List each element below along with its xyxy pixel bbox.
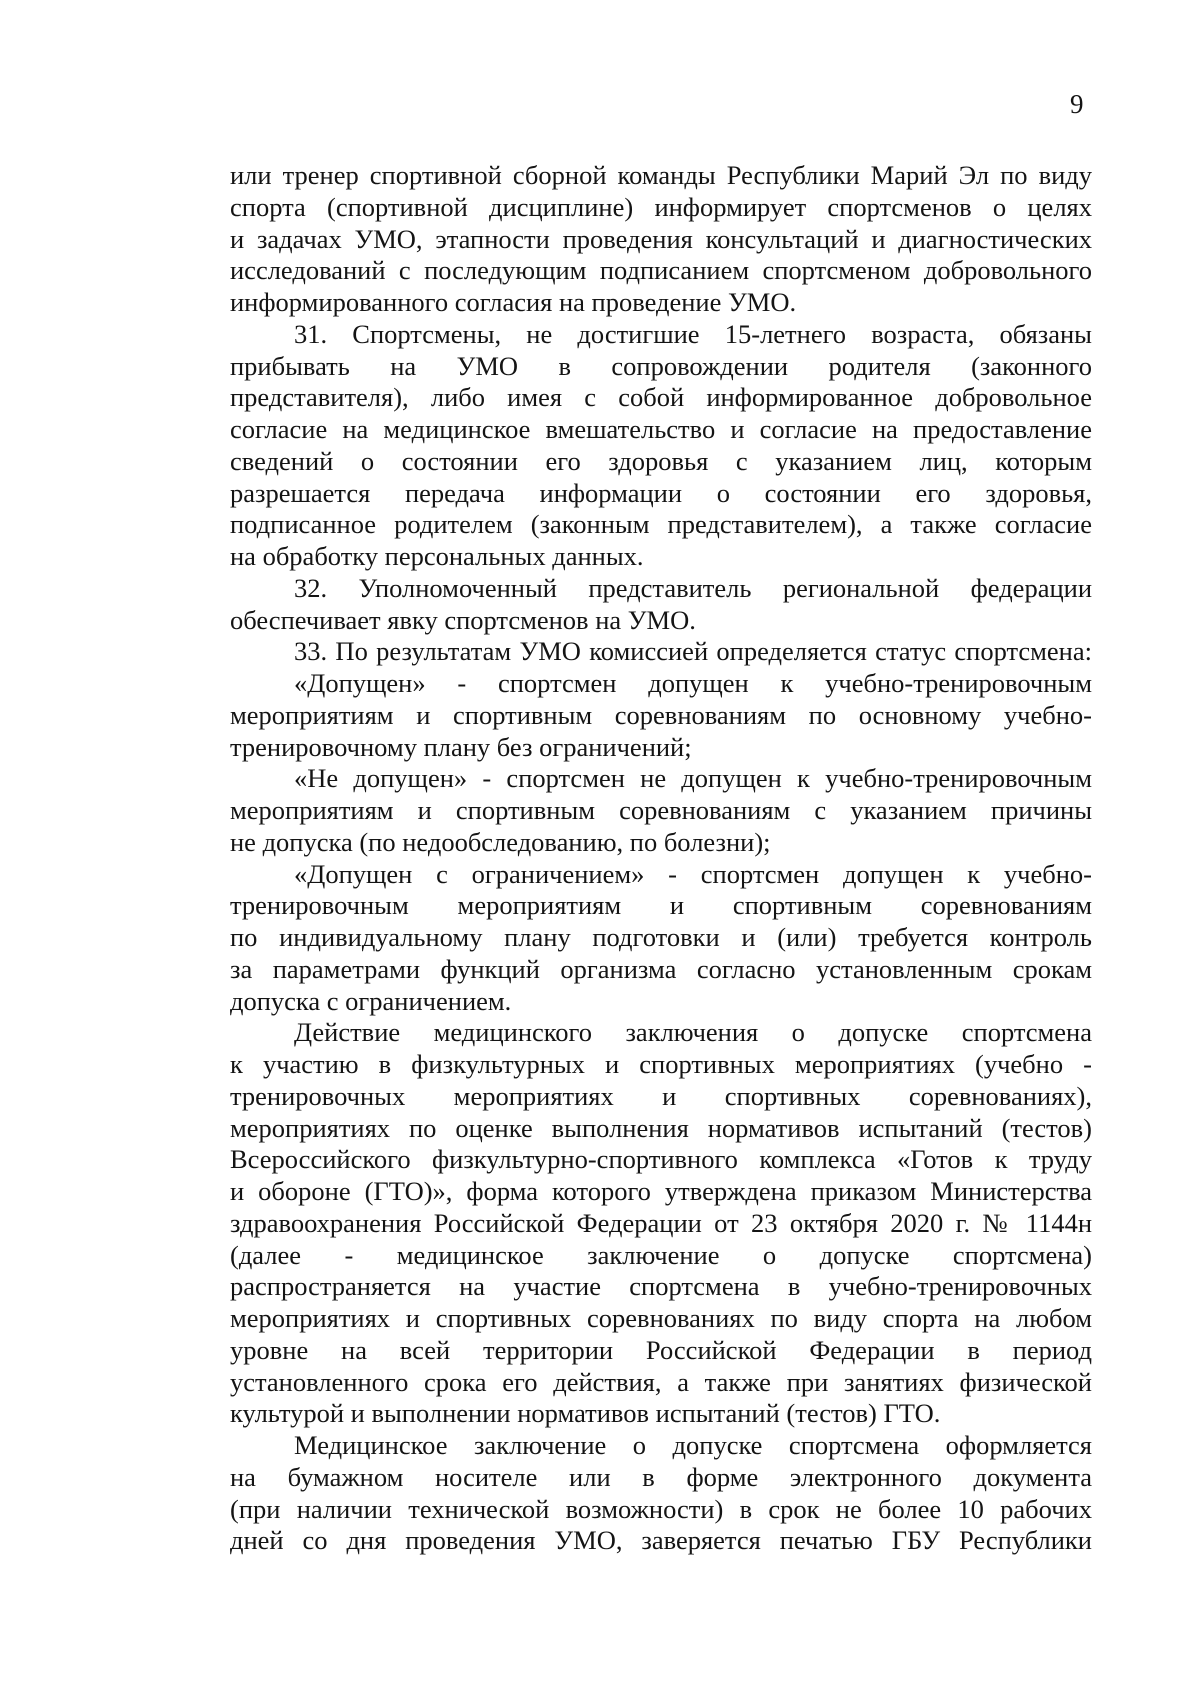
- text-line: установленного срока его действия, а также при занятиях физической: [230, 1366, 1092, 1397]
- text-line: дней со дня проведения УМО, заверяется печатью ГБУ Республики: [230, 1525, 1092, 1556]
- text-line: здравоохранения Российской Федерации от 23 октября 2020 г. № 1144н: [230, 1207, 1092, 1238]
- text-line: уровне на всей территории Российской Федерации в период: [230, 1334, 1092, 1365]
- page-number: 9: [1070, 89, 1084, 119]
- text-line: Медицинское заключение о допуске спортсмена оформляется: [294, 1430, 1092, 1460]
- text-line: распространяется на участие спортсмена в учебно-тренировочных: [230, 1271, 1092, 1302]
- text-line: (при наличии технической возможности) в срок не более 10 рабочих: [230, 1493, 1092, 1524]
- text-line: 31. Спортсмены, не достигшие 15-летнего возраста, обязаны: [294, 318, 1092, 349]
- text-line: допуска с ограничением.: [230, 985, 512, 1016]
- text-line: спорта (спортивной дисциплине) информирует спортсменов о целях: [230, 191, 1092, 222]
- text-line: подписанное родителем (законным представителем), а также согласие: [230, 509, 1092, 540]
- text-line: 33. По результатам УМО комиссией определяется статус спортсмена:: [294, 636, 1092, 667]
- text-line: прибывать на УМО в сопровождении родителя (законного: [230, 350, 1092, 381]
- text-line: разрешается передача информации о состоянии его здоровья,: [230, 477, 1092, 508]
- text-line: представителя), либо имея с собой информированное добровольное: [230, 382, 1092, 413]
- text-line: «Допущен» - спортсмен допущен к учебно-тренировочным: [294, 668, 1092, 698]
- text-line: сведений о состоянии его здоровья с указанием лиц, которым: [230, 445, 1092, 476]
- text-line: к участию в физкультурных и спортивных мероприятиях (учебно -: [230, 1049, 1092, 1079]
- text-line: информированного согласия на проведение УМО.: [230, 287, 797, 317]
- text-line: на обработку персональных данных.: [230, 541, 644, 571]
- text-line: мероприятиях и спортивных соревнованиях по виду спорта на любом: [230, 1303, 1092, 1333]
- text-line: «Допущен с ограничением» - спортсмен допущен к учебно-: [294, 858, 1092, 889]
- text-line: тренировочных мероприятиях и спортивных соревнованиях),: [230, 1080, 1092, 1111]
- text-line: обеспечивает явку спортсменов на УМО.: [230, 604, 696, 635]
- text-line: мероприятиям и спортивным соревнованиям с указанием причины: [230, 795, 1092, 825]
- text-line: или тренер спортивной сборной команды Республики Марий Эл по виду: [230, 160, 1092, 190]
- text-line: по индивидуальному плану подготовки и (или) требуется контроль: [230, 922, 1092, 952]
- text-line: на бумажном носителе или в форме электронного документа: [230, 1461, 1092, 1492]
- text-line: тренировочному плану без ограничений;: [230, 731, 692, 762]
- text-line: 32. Уполномоченный представитель региональной федерации: [294, 572, 1092, 603]
- text-line: мероприятиях по оценке выполнения нормативов испытаний (тестов): [230, 1112, 1092, 1143]
- text-line: и обороне (ГТО)», форма которого утверждена приказом Министерства: [230, 1176, 1092, 1206]
- text-line: не допуска (по недообследованию, по болезни);: [230, 826, 771, 857]
- text-line: тренировочным мероприятиям и спортивным соревнованиям: [230, 890, 1092, 921]
- text-line: за параметрами функций организма согласно установленным срокам: [230, 953, 1092, 984]
- text-line: мероприятиям и спортивным соревнованиям по основному учебно-: [230, 699, 1092, 730]
- text-line: и задачах УМО, этапности проведения консультаций и диагностических: [230, 223, 1092, 254]
- text-line: согласие на медицинское вмешательство и согласие на предоставление: [230, 414, 1092, 444]
- text-line: Всероссийского физкультурно-спортивного комплекса «Готов к труду: [230, 1144, 1092, 1175]
- text-line: «Не допущен» - спортсмен не допущен к учебно-тренировочным: [294, 763, 1092, 794]
- text-line: исследований с последующим подписанием спортсменом добровольного: [230, 255, 1092, 286]
- text-line: (далее - медицинское заключение о допуске спортсмена): [230, 1239, 1092, 1270]
- text-line: Действие медицинского заключения о допуске спортсмена: [294, 1017, 1092, 1048]
- document-body: [230, 160, 1092, 1557]
- text-line: культурой и выполнении нормативов испытаний (тестов) ГТО.: [230, 1398, 941, 1429]
